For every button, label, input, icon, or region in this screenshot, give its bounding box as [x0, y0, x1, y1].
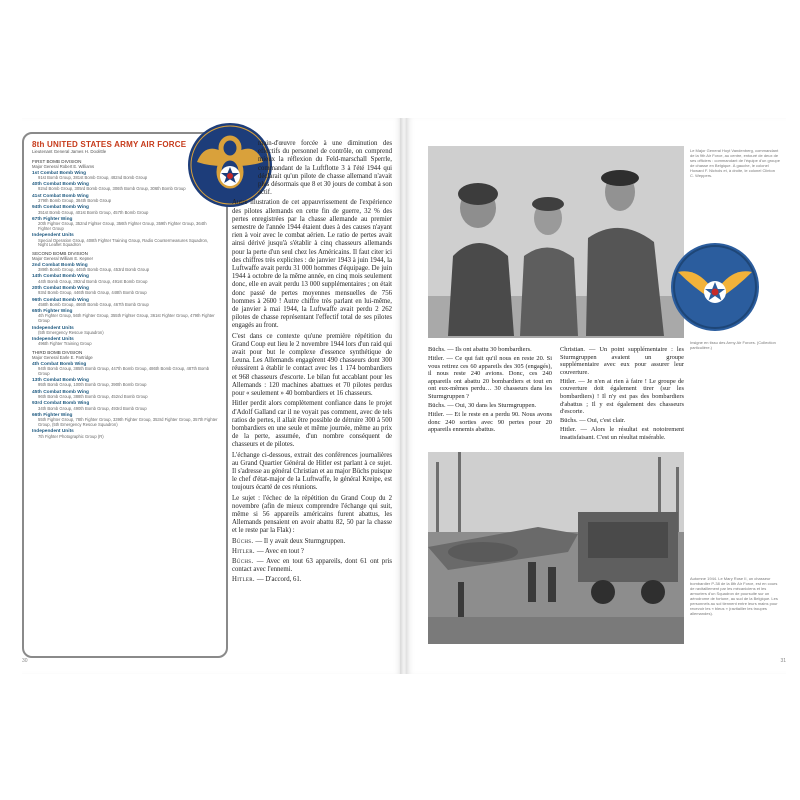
unit-groups: Special Operation Group, 408th Fighter Training Group, Radio Countermeasures Squadron, Night Leaflet Squadron	[38, 237, 209, 248]
paragraph: Le sujet : l'échec de la répétition du Grand Coup du 2 novembre (afin de mieux comprendre l'échange qui suit, même si 56 appareils américains furent abattus, les Allemands pensaient en avoir abattu 82, 50 par la chasse et le reste par la Flak) :	[232, 494, 392, 535]
photo-caption-bottom: Automne 1944. Le Mary Rose II, un chasseur bombardier P-38 de la 8th Air Force, est en cours de ravitaillement par les mécaniciens et les armuriers d'un Squadron de poursuite sur un aérodrome de fortune, au sud de la Belgique. Les personnels au sol tiennent entre leurs mains pour recevoir les « bleus » (ravitailler les troupes allemandes).	[690, 576, 778, 616]
division-commander: Major General Earle E. Partridge	[32, 355, 93, 361]
unit-groups: 44th Bomb Group, 392nd Bomb Group, 491st Bomb Group	[38, 278, 148, 284]
unit-name: 13th Combat Bomb Wing	[32, 378, 89, 384]
unit-name: 65th Fighter Wing	[32, 309, 73, 315]
unit-groups: 458th Bomb Group, 466th Bomb Group, 467th Bomb Group	[38, 301, 149, 307]
division-commander: Major General William E. Kepner	[32, 256, 93, 262]
speaker: Hitler.	[232, 576, 257, 584]
speaker: Hitler.	[232, 547, 257, 555]
speaker: Christian.	[560, 346, 589, 353]
unit-groups: 91st Bomb Group, 381st Bomb Group, 482nd Bomb Group	[38, 174, 148, 180]
paragraph: Hitler perdit alors complètement confiance dans le projet d'Adolf Galland car il ne voyait pas comment, avec de tels ratios de pertes, il allait être possible de détruire 300 à 500 bombardiers en une seule et même journée, même au prix de la perte, assumée, d'un nombre conséquent de chasseurs et de pilotes.	[232, 400, 392, 449]
paragraph: main-d'œuvre forcée à une diminution des effectifs du personnel de contrôle, on comprend mieux la réflexion du Feld-marschall Sperrle, commandant de la Luftflotte 3 à l'été 1944 qui déclarait qu'un pilote de chasse allemand n'avait plus désormais que 8 et 30 jours de combat à son actif.	[258, 140, 392, 197]
unit-name: Independent Units	[32, 429, 74, 435]
unit-groups: 20th Fighter Group, 352nd Fighter Group, 356th Fighter Group, 359th Fighter Group, 364th Fighter Group	[38, 221, 207, 231]
unit-name: Independent Units	[32, 325, 74, 331]
unit-groups: 389th Bomb Group, 445th Bomb Group, 453rd Bomb Group	[38, 266, 150, 272]
unit-name: 40th Combat Bomb Wing	[32, 182, 89, 188]
speaker: Büchs.	[232, 557, 257, 565]
unit-groups: 96th Bomb Group, 388th Bomb Group, 452nd Bomb Group	[38, 393, 148, 399]
paragraph: Autre illustration de cet appauvrissement de l'expérience des pilotes allemands en cette fin de guerre, 32 % des pertes enregistrées par la chasse allemande au premier semestre de l'année 1944 étaient dues à des causes n'ayant rien à voir avec le combat aérien. Le ratio de pertes avait ainsi dérivé jusqu'à s'établir à cinq chasseurs allemands pour la perte d'un seul chez les Américains. Il faut citer ici des chiffres très explicites : de janvier 1943 à juin 1944, la Luftwaffe avait perdu 31 000 hommes d'équipage. De juin 1944 à octobre de la même année, en cinq mois seulement donc, elle en avait perdu 13 000 supplémentaires ; on était donc passé de pertes moyennes mensuelles de 756 hommes à 2600 ! Autre chiffre très parlant en lui-même, de janvier à mai 1944, la Luftwaffe avait perdu 2 262 pilotes de chasse représentant l'effectif total de ses pilotes engagés au front.	[232, 199, 392, 330]
army-air-forces-patch-icon	[670, 242, 760, 332]
left-text-column	[232, 140, 392, 587]
unit-name: 2nd Combat Bomb Wing	[32, 262, 88, 268]
dialog-text: — Ils ont abattu 30 bombardiers.	[447, 346, 532, 353]
patch-caption: Insigne en tissu des Army Air Forces. (Collection particulière.)	[690, 340, 776, 350]
dialog-text: — Avec en tout ?	[256, 547, 304, 555]
oob-title: 8th UNITED STATES ARMY AIR FORCE	[32, 140, 187, 149]
dialog-line	[560, 417, 684, 425]
dialog-text: — Oui, c'est clair.	[579, 417, 626, 425]
book-spread	[22, 118, 786, 674]
unit-groups: 34th Bomb Group, 490th Bomb Group, 493rd Bomb Group	[38, 405, 147, 411]
unit-groups: 379th Bomb Group, 384th Bomb Group	[38, 197, 112, 203]
speaker: Büchs.	[428, 402, 448, 410]
unit-name: Independent Units	[32, 337, 74, 343]
dialog-line	[428, 411, 552, 434]
dialog-text: — Et le reste en a perdu 90. Nous avons donc 240 sorties avec 90 pertes pour 20 appareils ennemis abattus.	[428, 411, 553, 434]
unit-name: 93rd Combat Bomb Wing	[32, 401, 90, 407]
dialog-text: — Avec en tout 63 appareils, dont 61 ont pris contact avec l'ennemi.	[232, 557, 392, 574]
unit-groups: 93rd Bomb Group, 446th Bomb Group, 448th Bomb Group	[38, 290, 147, 296]
unit-name: 66th Fighter Wing	[32, 412, 73, 418]
page-number: 31	[780, 658, 786, 664]
right-dialog-left	[428, 346, 552, 436]
dialog-line	[560, 378, 684, 416]
unit-groups: 95th Bomb Group, 100th Bomb Group, 390th Bomb Group	[38, 382, 147, 388]
division-title: FIRST BOMB DIVISION	[32, 159, 82, 164]
dialog-text: — Oui, 30 dans les Sturmgruppen.	[447, 402, 537, 410]
speaker: Büchs.	[428, 346, 448, 353]
unit-groups: (5th Emergency Rescue Squadron)	[38, 329, 104, 335]
division-commander: Major General Robert E. Williams	[32, 164, 95, 169]
unit-name: 20th Combat Bomb Wing	[32, 285, 89, 291]
dialog-line	[428, 355, 552, 401]
right-dialog-right	[560, 346, 684, 443]
oob-commander: Lieutenant General James H. Doolittle	[32, 149, 107, 154]
dialog-text: — D'accord, 61.	[256, 576, 302, 584]
paragraph: C'est dans ce contexte qu'une première répétition du Grand Coup eut lieu le 2 novembre 1944 lors d'un raid qui avait pour but le complexe d'essence synthétique de Leuna. Les Allemands engagèrent 490 chasseurs dont 300 réussirent à établir le contact avec les 1 174 bombardiers et 968 chasseurs d'escorte. Le bilan fut accablant pour les Allemands : 120 machines abattues et 70 pilotes perdus pour « seulement » 40 bombardiers et 16 chasseurs.	[232, 332, 392, 398]
dialog-text: — Un point supplémentaire : les Sturmgruppen avaient un groupe supplémentaire avec eux pour assurer leur couverture.	[560, 346, 684, 376]
photo-caption-top: Le Major General Hoyt Vandenberg, commandant de la 9th Air Force, au centre, entouré de deux de ses officiers : commandant de l'équipe d'un groupe de chasse en Belgique. À gauche, le colonel Howard F. Nichols et, à droite, le colonel Clinton C. Weppers.	[690, 148, 780, 178]
dialog-text: — Ce qui fait qu'il nous en reste 20. Si vous retirez ces 60 appareils des 305 (engagés), il nous reste 240 avions. Donc, ces 240 appareils ont abattu 20 bombardiers et tout en ont eux-mêmes perdu… 30 chasseurs dans les Sturmgruppen ?	[428, 355, 552, 401]
unit-groups: 496th Fighter Training Group	[38, 341, 92, 347]
speaker: Büchs.	[232, 537, 256, 545]
unit-groups: 94th Bomb Group, 385th Bomb Group, 447th Bomb Group, 486th Bomb Group, 487th Bomb Group	[38, 365, 210, 376]
dialog-text: — Alors le résultat est notoirement insatisfaisant. C'est un résultat misérable.	[560, 426, 684, 442]
dialog-line	[232, 548, 392, 556]
unit-name: 67th Fighter Wing	[32, 216, 73, 222]
unit-name: 96th Combat Bomb Wing	[32, 297, 89, 303]
unit-name: Independent Units	[32, 233, 74, 239]
speaker: Büchs.	[560, 417, 580, 425]
unit-groups: 351st Bomb Group, 401st Bomb Group, 457th Bomb Group	[38, 209, 149, 215]
speaker: Hitler.	[428, 411, 447, 419]
speaker: Hitler.	[560, 426, 581, 434]
paragraph: L'échange ci-dessous, extrait des conférences journalières au Grand Quartier Général de Hitler est parlant à ce sujet. Il s'adresse au général Christian et au major Büchs puisque le chef d'état-major de la Luftwaffe, le général Kreipe, est toujours écarté de ces réunions.	[232, 451, 392, 492]
unit-groups: 92nd Bomb Group, 305rd Bomb Group, 306th Bomb Group, 306th Bomb Group	[38, 186, 186, 192]
division-title: THIRD BOMB DIVISION	[32, 350, 83, 356]
speaker: Hitler.	[560, 377, 579, 385]
unit-name: 41st Combat Bomb Wing	[32, 193, 89, 199]
unit-groups: 7th Fighter Photographic Group (R)	[38, 433, 104, 439]
unit-name: 45th Combat Bomb Wing	[32, 389, 89, 395]
dialog-line	[232, 558, 392, 574]
division-title: SECOND BOMB DIVISION	[32, 251, 88, 257]
page-number: 30	[22, 658, 28, 664]
p38-refuel-photo	[428, 452, 684, 644]
unit-name: 94th Combat Bomb Wing	[32, 205, 89, 211]
right-page	[406, 118, 786, 674]
unit-groups: 55th Fighter Group, 78th Fighter Group, 339th Fighter Group, 353rd Fighter Group, 357th Fighter Group, (5th Emergency Rescue Squadron)	[38, 417, 218, 427]
dialog-line	[232, 576, 392, 584]
dialog-text: — Il y avait deux Sturmgruppen.	[255, 537, 346, 545]
dialog-line	[428, 346, 552, 354]
speaker: Hitler.	[428, 355, 447, 363]
dialog-text: — Je n'en ai rien à faire ! Le groupe de couverture doit également tirer (sur les bombardiers) ! Il n'y est pas des bombardiers d'abattus ; Il y est également des chasseurs d'escorte.	[560, 377, 684, 416]
dialog-line	[560, 426, 684, 441]
dialog-line	[560, 346, 684, 376]
order-of-battle-box	[22, 132, 228, 658]
officers-photo	[428, 146, 684, 338]
unit-name: 1st Combat Bomb Wing	[32, 170, 87, 176]
left-page	[22, 118, 402, 674]
dialog-line	[428, 402, 552, 410]
dialog-block	[232, 538, 392, 585]
unit-name: 4th Combat Bomb Wing	[32, 361, 87, 367]
unit-name: 14th Combat Bomb Wing	[32, 274, 89, 280]
dialog-line	[232, 538, 392, 546]
unit-groups: 4th Fighter Group, 56th Fighter Group, 355th Fighter Group, 361st Fighter Group, 479th Fighter Group	[38, 313, 215, 324]
